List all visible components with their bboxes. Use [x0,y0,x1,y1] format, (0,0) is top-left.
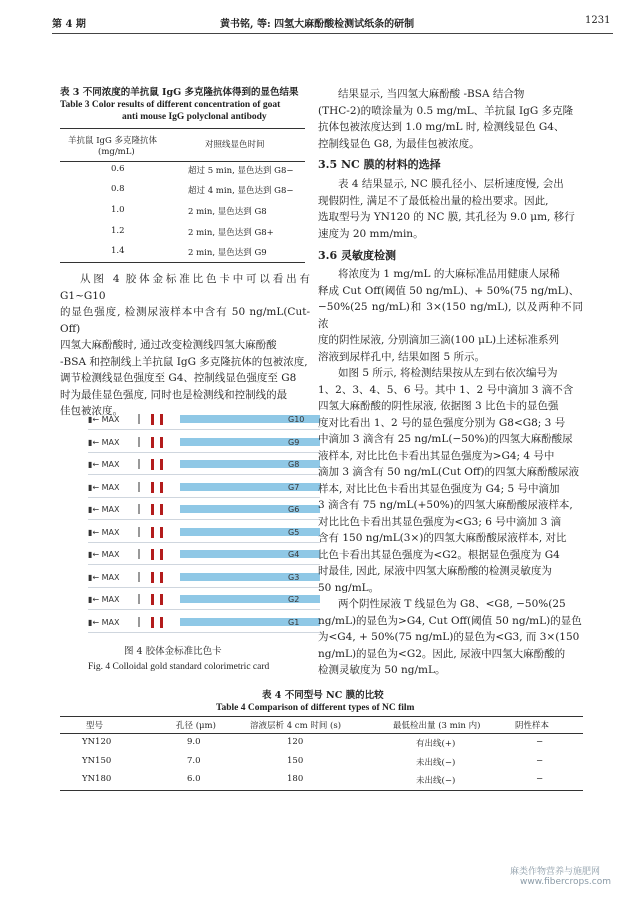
text-line: ng/mL)的显色为>G4, Cut Off(阈值 50 ng/mL)的显色 [318,614,582,627]
max-arrow-label: ▮← MAX [88,415,120,424]
text-line: 1、2、3、4、5、6 号。其中 1、2 号中滴加 3 滴不含 [318,383,574,396]
colorimetric-strip [88,524,320,544]
sample-pad-mark [138,414,140,424]
text-line: 将浓度为 1 mg/mL 的大麻标准品用健康人尿稀 [338,268,560,280]
row-separator [88,609,320,610]
table4-cell: 未出线(−) [416,776,456,786]
max-arrow-label: ▮← MAX [88,505,120,514]
table4-cell: YN150 [82,756,112,766]
text-line: 从图 4 胶体金标准比色卡中可以看出有 G1~G10 [60,273,310,302]
grade-label: G3 [288,572,300,582]
sample-pad-mark [138,459,140,469]
left-paragraph [60,271,310,420]
text-line: 选取型号为 YN120 的 NC 膜, 其孔径为 9.0 μm, 移行 [318,211,575,223]
text-line: 时最佳, 因此, 尿液中四氢大麻酚酸的检测灵敏度为 [318,565,552,577]
colorimetric-strip [88,456,320,476]
section-3-6-body [318,266,583,679]
table4-top-rule [60,716,583,717]
row-separator [88,497,320,498]
table3-cell: 1.4 [111,246,125,256]
table4-caption-cn: 表 4 不同型号 NC 膜的比较 [262,690,384,701]
table3-cell: 2 min, 显色达到 G9 [188,248,267,258]
test-line-mark [151,527,154,538]
text-line: 现假阴性, 满足不了最低检出量的检出要求。因此, [318,194,549,207]
test-line-mark [160,504,163,515]
grade-label: G7 [288,482,300,492]
text-line: 比色卡看出其显色强度为<G2。根据显色强度为 G4 [318,548,560,561]
max-arrow-label: ▮← MAX [88,437,120,447]
table4-cell: 有出线(+) [416,739,456,749]
table3-bottom-rule [60,262,305,263]
text-line: 控制线显色 G8, 为最佳包被浓度。 [318,137,480,150]
test-line-mark [160,617,163,628]
table3-cell: 1.2 [111,226,125,236]
test-line-mark [151,594,154,605]
grade-label: G2 [288,595,300,604]
page-number: 1231 [585,15,611,26]
table4-header-model: 型号 [86,721,104,731]
text-line: 表 4 结果显示, NC 膜孔径小、层析速度慢, 会出 [338,178,564,190]
test-line-mark [151,482,154,493]
text-line: (THC-2)的喷涂量为 0.5 mg/mL、羊抗鼠 IgG 多克隆 [318,104,574,117]
table3-cell: 0.6 [111,164,125,174]
text-line: 液样本, 对比比色卡看出其显色强度为>G4; 4 号中 [318,449,555,462]
max-label: MAX [101,415,120,424]
table3-cell: 0.8 [111,184,125,194]
table4-cell: 9.0 [187,737,201,747]
colorimetric-strip [88,411,320,431]
test-line-mark [160,437,163,448]
issue-number: 第 4 期 [52,19,86,30]
grade-label: G1 [288,617,300,627]
row-separator [88,429,320,430]
text-line: 四氢大麻酚酸的阴性尿液, 依据图 3 比色卡的显色强 [318,400,559,412]
grade-label: G10 [288,415,305,424]
max-label: MAX [101,550,120,559]
test-line-mark [160,459,163,470]
text-line: 3 滴含有 75 ng/mL(+50%)的四氢大麻酚酸尿液样本, [318,499,573,511]
max-arrow-label: ▮← MAX [88,572,120,582]
table4-bottom-rule [60,790,583,791]
max-label: MAX [101,460,120,469]
sample-pad-mark [138,594,140,604]
test-line-mark [160,549,163,560]
max-arrow-label: ▮← MAX [88,595,120,604]
table3-col2-header: 对照线显色时间 [205,140,265,150]
sample-pad-mark [138,549,140,559]
table3-caption-en1: Table 3 Color results of different concentration of goat [60,100,281,110]
max-label: MAX [101,482,120,492]
row-separator [88,564,320,565]
table3-col1-unit: (mg/mL) [98,147,135,157]
text-line: 佳包被浓度。 [60,405,123,417]
table4-cell: 未出线(−) [416,758,456,768]
row-separator [88,587,320,588]
text-line: 中滴加 3 滴含有 25 ng/mL(−50%)的四氢大麻酚酸尿 [318,433,573,445]
max-label: MAX [101,572,120,582]
section-3-5-heading: 3.5 NC 膜的材料的选择 [318,158,441,171]
table4-caption-en: Table 4 Comparison of different types of NC film [216,703,415,713]
text-line: 的显色强度, 检测尿液样本中含有 50 ng/mL(Cut-Off) [60,306,310,335]
colorimetric-strip [88,591,320,611]
text-line: 释成 Cut Off(阈值 50 ng/mL)、+ 50%(75 ng/mL)、 [318,284,580,297]
section-3-5-paragraph [318,176,583,242]
table3-cell: 2 min, 显色达到 G8+ [188,228,274,238]
text-line: ng/mL)的显色为<G2。因此, 尿液中四氢大麻酚酸的 [318,647,566,660]
sample-pad-mark [138,504,140,514]
text-line: 如图 5 所示, 将检测结果按从左到右依次编号为 [338,367,558,379]
test-line-mark [151,617,154,628]
test-line-mark [160,482,163,493]
sample-pad-mark [138,617,140,627]
table4-cell: 180 [287,774,304,784]
row-separator [88,542,320,543]
test-line-mark [151,504,154,515]
text-line: 调节检测线显色强度至 G4、控制线显色强度至 G8 [60,372,297,384]
text-line: 滴加 3 滴含有 50 ng/mL(Cut Off)的四氢大麻酚酸尿液 [318,466,579,478]
table4-cell: − [536,756,544,766]
row-separator [88,474,320,475]
colorimetric-strip [88,614,320,634]
test-line-mark [160,527,163,538]
right-intro-paragraph [318,86,583,152]
text-line: 对比比色卡看出其显色强度为<G3; 6 号中滴加 3 滴 [318,515,562,528]
table4-cell: 150 [287,756,304,766]
max-arrow-label: ▮← MAX [88,550,120,559]
figure4-colorimetric-card [60,405,320,637]
table3-cell: 1.0 [111,205,125,215]
table4-cell: − [536,737,544,747]
text-line: 检测灵敏度为 50 ng/mL。 [318,664,446,676]
table4-header-pore: 孔径 (μm) [176,721,216,731]
table4-cell: YN120 [82,737,112,747]
colorimetric-strip [88,569,320,589]
sample-pad-mark [138,437,140,447]
text-line: 结果显示, 当四氢大麻酚酸 -BSA 结合物 [338,88,525,100]
section-3-6-heading: 3.6 灵敏度检测 [318,249,396,262]
text-line: 两个阴性尿液 T 线显色为 G8、<G8, −50%(25 [338,598,566,610]
table4-header-lod: 最低检出量 (3 min 内) [393,721,481,731]
grade-label: G5 [288,527,300,537]
max-arrow-label: ▮← MAX [88,482,120,492]
row-separator [88,452,320,453]
max-arrow-label: ▮← MAX [88,460,120,469]
max-label: MAX [101,505,120,514]
text-line: 四氢大麻酚酸时, 通过改变检测线四氢大麻酚酸 [60,339,277,351]
colorimetric-strip [88,434,320,454]
table3-cell: 超过 4 min, 显色达到 G8− [188,186,294,196]
text-line: 溶液到尿样孔中, 结果如图 5 所示。 [318,350,486,363]
colorimetric-strip [88,501,320,521]
table3-header-rule [60,161,305,162]
figure4-caption-en: Fig. 4 Colloidal gold standard colorimetric card [88,662,270,672]
table3-cell: 2 min, 显色达到 G8 [188,207,267,217]
header-rule [52,33,613,34]
grade-label: G9 [288,437,300,447]
text-line: 为<G4, + 50%(75 ng/mL)的显色为<G3, 而 3×(150 [318,631,580,643]
table4-header-negative: 阴性样本 [515,721,550,731]
text-line: 速度为 20 mm/min。 [318,227,424,240]
test-line-mark [151,572,154,583]
test-line-mark [151,549,154,560]
text-line: 含有 150 ng/mL(3×)的四氢大麻酚酸尿液样本, 对比 [318,532,567,544]
max-label: MAX [101,527,120,537]
sample-pad-mark [138,482,140,492]
max-arrow-label: ▮← MAX [88,617,120,627]
sample-pad-mark [138,527,140,537]
colorimetric-strip [88,546,320,566]
test-line-mark [151,459,154,470]
test-line-mark [160,594,163,605]
max-arrow-label: ▮← MAX [88,527,120,537]
text-line: 抗体包被浓度达到 1.0 mg/mL 时, 检测线显色 G4、 [318,121,565,133]
text-line: 50 ng/mL。 [318,581,380,594]
grade-label: G6 [288,505,300,514]
text-line: -BSA 和控制线上羊抗鼠 IgG 多克隆抗体的包被浓度, [60,355,308,368]
text-line: 时为最佳显色强度, 同时也是检测线和控制线的最 [60,388,288,401]
table3-cell: 超过 5 min, 显色达到 G8− [188,166,294,176]
table4-cell: YN180 [82,774,112,784]
figure4-caption-cn: 图 4 胶体金标准比色卡 [124,646,222,657]
table4-header-time: 溶液层析 4 cm 时间 (s) [250,721,342,731]
max-label: MAX [101,617,120,627]
max-label: MAX [101,437,120,447]
text-line: −50%(25 ng/mL)和 3×(150 ng/mL), 以及两种不同浓 [318,301,583,330]
test-line-mark [160,572,163,583]
table4-cell: 6.0 [187,774,201,784]
watermark-url: www.fibercrops.com [520,877,611,887]
grade-label: G8 [288,460,300,469]
colorimetric-strip [88,479,320,499]
test-line-mark [151,437,154,448]
test-line-mark [160,414,163,425]
grade-label: G4 [288,550,300,559]
row-separator [88,632,320,633]
test-line-mark [151,414,154,425]
text-line: 样本, 对比比色卡看出其显色强度为 G4; 5 号中滴加 [318,482,560,495]
running-title: 黄书铭, 等: 四氢大麻酚酸检测试纸条的研制 [220,19,415,30]
table3-col1-header: 羊抗鼠 IgG 多克隆抗体 [68,136,157,146]
row-separator [88,519,320,520]
watermark-cn: 麻类作物营养与施肥网 [510,867,601,877]
table4-header-rule [60,733,583,734]
table3-caption-en2: anti mouse IgG polyclonal antibody [122,112,267,122]
sample-pad-mark [138,572,140,582]
table4-cell: − [536,774,544,784]
table4-cell: 7.0 [187,756,201,766]
table3-top-rule [60,128,305,129]
max-label: MAX [101,595,120,604]
table4-cell: 120 [287,737,304,747]
table3-caption-cn: 表 3 不同浓度的羊抗鼠 IgG 多克隆抗体得到的显色结果 [60,87,299,98]
text-line: 度的阴性尿液, 分别滴加三滴(100 μL)上述标准系列 [318,334,560,346]
text-line: 度对比看出 1、2 号的显色强度分别为 G8<G8; 3 号 [318,416,566,429]
